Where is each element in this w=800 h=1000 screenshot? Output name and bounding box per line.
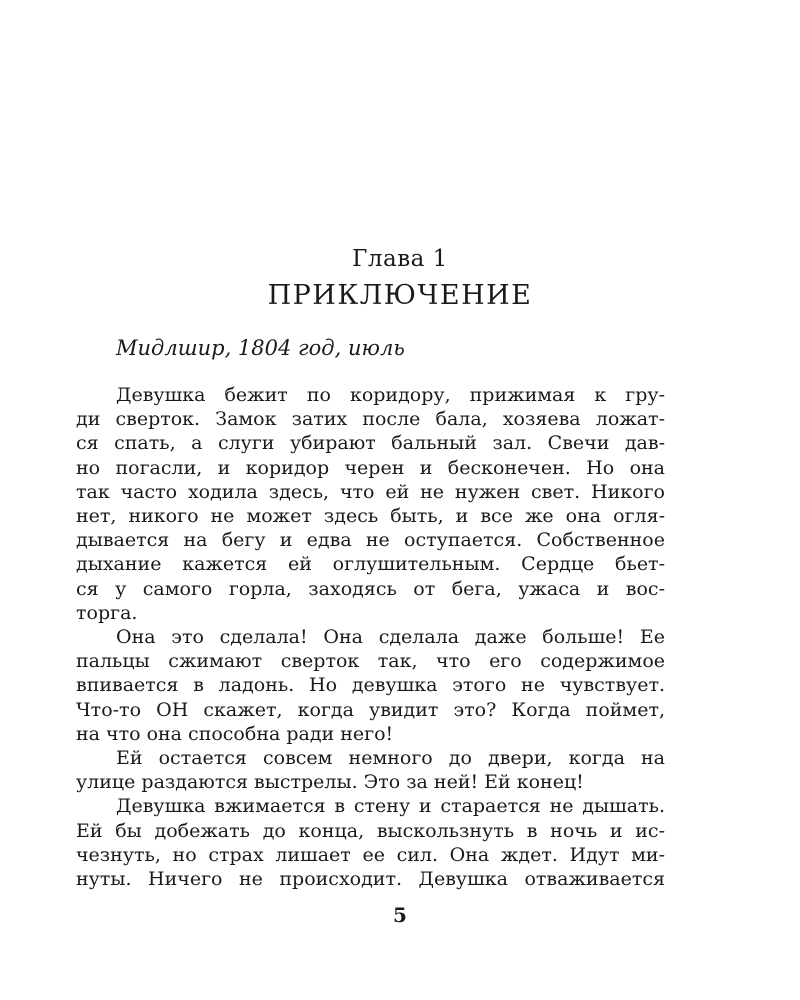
text-line: на что она способна ради него! — [76, 722, 394, 745]
text-line: торга. — [76, 601, 138, 624]
text-line: ся у самого горла, заходясь от бега, ужаса и вос- — [76, 577, 665, 600]
chapter-label: Глава 1 — [352, 246, 448, 272]
chapter-dateline: Мидлшир, 1804 год, июль — [116, 336, 405, 360]
text-line: но погасли, и коридор черен и бесконечен. Но она — [76, 456, 665, 479]
text-line: Что-то ОН скажет, когда увидит это? Когда поймет, — [76, 698, 665, 721]
page-number: 5 — [393, 903, 407, 927]
text-line: Ей остается совсем немного до двери, когда на — [116, 747, 665, 770]
paragraph-3 — [76, 746, 665, 794]
paragraph-4 — [76, 794, 665, 891]
text-line: дыхание кажется ей оглушительным. Сердце бьет- — [76, 553, 665, 576]
text-line: Она это сделала! Она сделала даже больше! Ее — [116, 626, 665, 649]
text-line: так часто ходила здесь, что ей не нужен свет. Никого — [76, 480, 665, 503]
text-line: нуты. Ничего не происходит. Девушка отваживается — [76, 868, 665, 891]
text-line: дывается на бегу и едва не оступается. Собственное — [76, 529, 665, 552]
body-text — [76, 383, 665, 891]
chapter-title: ПРИКЛЮЧЕНИЕ — [267, 280, 533, 311]
text-line: Девушка вжимается в стену и старается не дышать. — [116, 795, 665, 818]
paragraph-2 — [76, 625, 665, 746]
text-line: пальцы сжимают сверток так, что его содержимое — [76, 650, 665, 673]
text-line: ся спать, а слуги убирают бальный зал. Свечи дав- — [76, 432, 665, 455]
paragraph-1 — [76, 383, 665, 625]
text-line: Девушка бежит по коридору, прижимая к гру- — [116, 384, 665, 406]
text-line: впивается в ладонь. Но девушка этого не чувствует. — [76, 674, 665, 697]
text-line: ди сверток. Замок затих после бала, хозяева ложат- — [76, 408, 665, 431]
text-line: нет, никого не может здесь быть, и все же она огля- — [76, 505, 665, 528]
text-line: Ей бы добежать до конца, выскользнуть в ночь и ис- — [76, 819, 665, 842]
text-line: чезнуть, но страх лишает ее сил. Она ждет. Идут ми- — [76, 843, 665, 866]
text-line: улице раздаются выстрелы. Это за ней! Ей конец! — [76, 771, 584, 794]
